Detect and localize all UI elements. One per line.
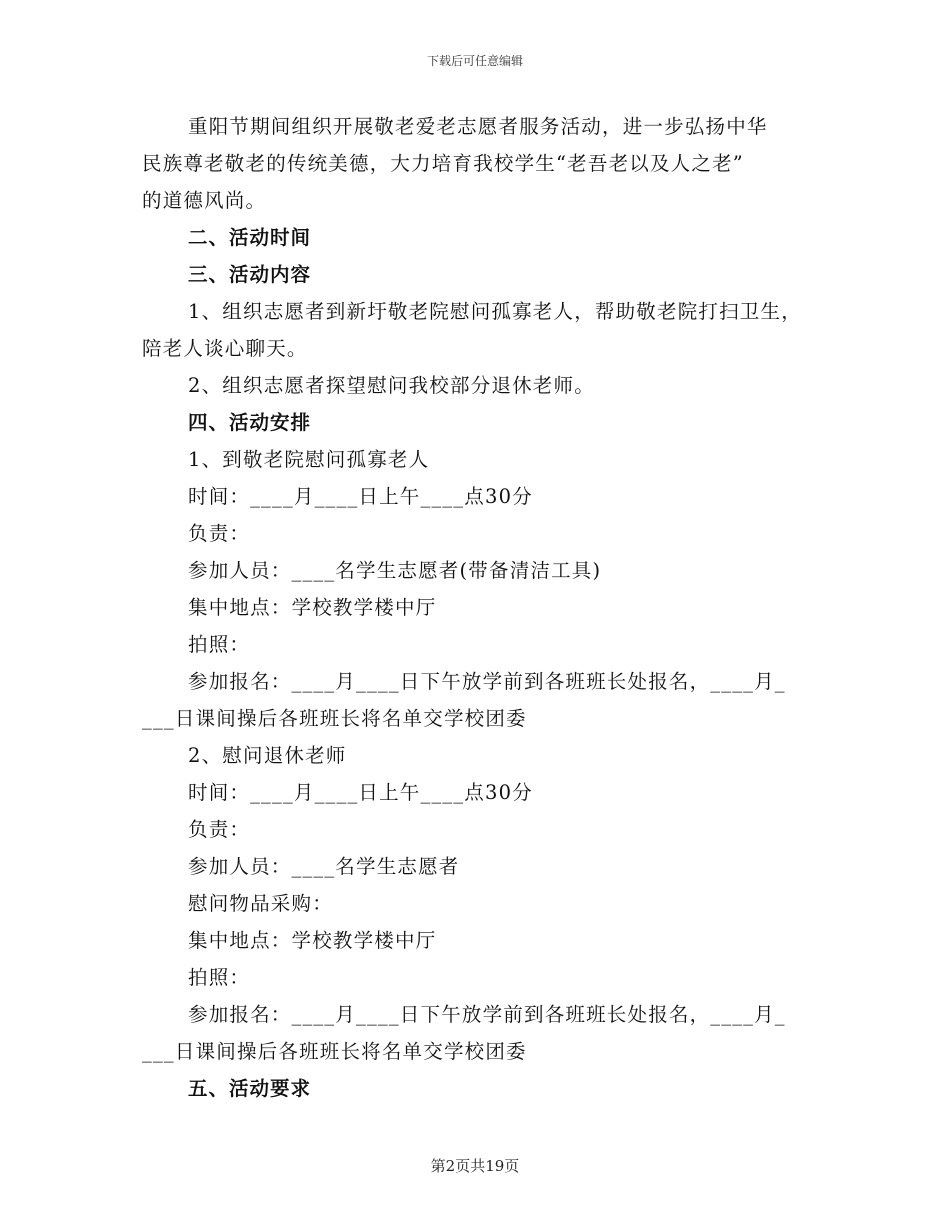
content-item-1-line-2: 陪老人谈心聊天。 <box>142 337 308 360</box>
arrangement-1-title: 1、到敬老院慰问孤寡老人 <box>188 448 430 471</box>
arrangement-2-time: 时间：____月____日上午____点30分 <box>188 781 533 804</box>
arrangement-2-participants: 参加人员：____名学生志愿者 <box>188 855 460 878</box>
arrangement-1-time: 时间：____月____日上午____点30分 <box>188 485 533 508</box>
heading-activity-content: 三、活动内容 <box>188 263 312 286</box>
arrangement-1-participants: 参加人员：____名学生志愿者(带备清洁工具) <box>188 559 602 582</box>
arrangement-1-responsible: 负责： <box>188 522 251 545</box>
arrangement-2-photo: 拍照： <box>188 966 251 989</box>
content-item-2: 2、组织志愿者探望慰问我校部分退休老师。 <box>188 374 595 397</box>
intro-line-3: 的道德风尚。 <box>142 189 267 212</box>
arrangement-2-title: 2、慰问退休老师 <box>188 744 347 767</box>
content-item-1-line-1: 1、组织志愿者到新圩敬老院慰问孤寡老人，帮助敬老院打扫卫生， <box>188 300 802 323</box>
arrangement-2-purchase: 慰问物品采购： <box>188 892 333 915</box>
arrangement-1-photo: 拍照： <box>188 633 251 656</box>
arrangement-2-responsible: 负责： <box>188 818 251 841</box>
heading-activity-requirements: 五、活动要求 <box>188 1077 312 1100</box>
arrangement-1-signup-line-2: ___日课间操后各班班长将名单交学校团委 <box>142 707 527 730</box>
arrangement-2-location: 集中地点：学校教学楼中厅 <box>188 929 437 952</box>
arrangement-1-signup-line-1: 参加报名：____月____日下午放学前到各班班长处报名，____月_ <box>188 670 786 693</box>
page-header: 下载后可任意编辑 <box>426 54 523 68</box>
page-footer: 第2页共19页 <box>430 1157 520 1175</box>
arrangement-2-signup-line-1: 参加报名：____月____日下午放学前到各班班长处报名，____月_ <box>188 1003 786 1026</box>
heading-activity-arrangement: 四、活动安排 <box>188 411 312 434</box>
intro-line-1: 重阳节期间组织开展敬老爱老志愿者服务活动，进一步弘扬中华 <box>188 115 768 138</box>
arrangement-2-signup-line-2: ___日课间操后各班班长将名单交学校团委 <box>142 1040 527 1063</box>
heading-activity-time: 二、活动时间 <box>188 226 312 249</box>
arrangement-1-location: 集中地点：学校教学楼中厅 <box>188 596 437 619</box>
intro-line-2: 民族尊老敬老的传统美德，大力培育我校学生“老吾老以及人之老” <box>142 152 744 175</box>
